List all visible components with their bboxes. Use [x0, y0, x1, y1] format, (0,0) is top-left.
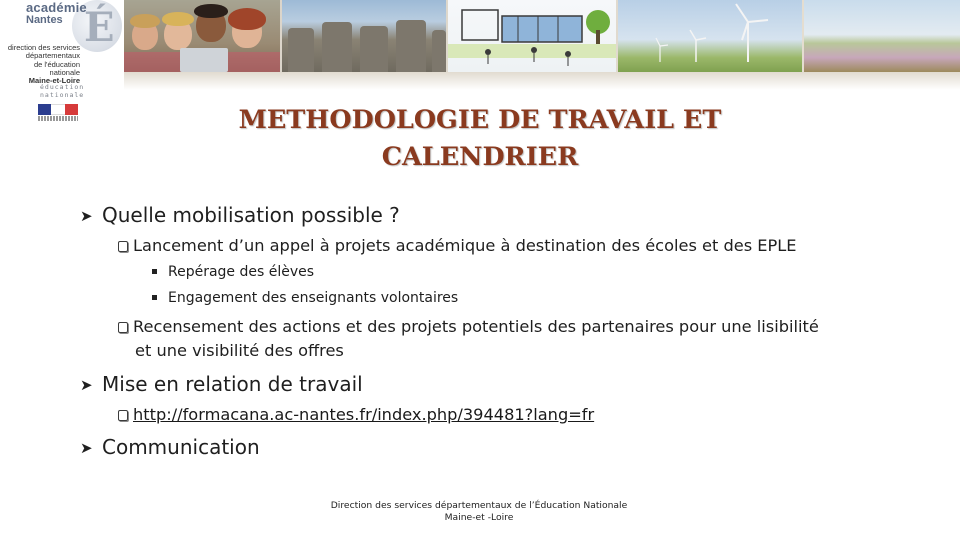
- arrow-bullet-icon: ➤: [80, 376, 93, 394]
- item-appel-a-projets: [118, 236, 797, 255]
- logo-academie-text: académie: [26, 0, 87, 15]
- subitem-reperage: [152, 264, 314, 280]
- formacana-link[interactable]: http://formacana.ac-nantes.fr/index.php/394481?lang=fr: [133, 405, 595, 424]
- item-text-line-1: Recensement des actions et des projets potentiels des partenaires pour une lisibilité: [133, 317, 819, 336]
- logo-education-line: éducation: [40, 83, 85, 91]
- section-label: Quelle mobilisation possible ?: [102, 203, 400, 227]
- section-communication: [80, 435, 260, 459]
- item-recensement-continued: [135, 341, 344, 360]
- logo-service-line: de l'éducation nationale: [33, 59, 80, 77]
- arrow-bullet-icon: ➤: [80, 439, 93, 457]
- section-label: Mise en relation de travail: [102, 372, 363, 396]
- subitem-engagement: [152, 290, 458, 306]
- subitem-text: Repérage des élèves: [168, 264, 315, 280]
- checkbox-bullet-icon: [118, 410, 128, 421]
- item-text: Lancement d’un appel à projets académique à destination des écoles et des EPLE: [133, 236, 797, 255]
- arrow-bullet-icon: ➤: [80, 207, 93, 225]
- square-bullet-icon: [152, 269, 157, 274]
- item-formacana-link: [118, 405, 594, 424]
- logo-service-line: Maine-et-Loire: [28, 76, 80, 86]
- section-label: Communication: [102, 435, 260, 459]
- section-mise-en-relation: [80, 372, 363, 396]
- footer-line-2: Maine-et -Loire: [444, 512, 514, 523]
- item-recensement: [118, 317, 819, 336]
- slide-footer: [300, 500, 658, 524]
- subitem-text: Engagement des enseignants volontaires: [168, 290, 459, 306]
- logo-education-line: nationale: [40, 90, 85, 99]
- emblem-letter: É: [84, 4, 115, 51]
- slide-title-line-2: CALENDRIER: [381, 142, 579, 172]
- checkbox-bullet-icon: [118, 322, 128, 333]
- logo-service-line: départementaux: [25, 51, 80, 61]
- checkbox-bullet-icon: [118, 241, 128, 252]
- item-text-line-2: et une visibilité des offres: [135, 341, 344, 360]
- footer-line-1: Direction des services départementaux de l’Éducation Nationale: [330, 500, 628, 511]
- square-bullet-icon: [152, 295, 157, 300]
- section-quelle-mobilisation: [80, 203, 400, 227]
- slide-title-line-1: METHODOLOGIE DE TRAVAIL ET: [238, 105, 722, 135]
- logo-nantes-text: Nantes: [26, 14, 63, 26]
- logo-service-line: direction des services: [7, 43, 80, 52]
